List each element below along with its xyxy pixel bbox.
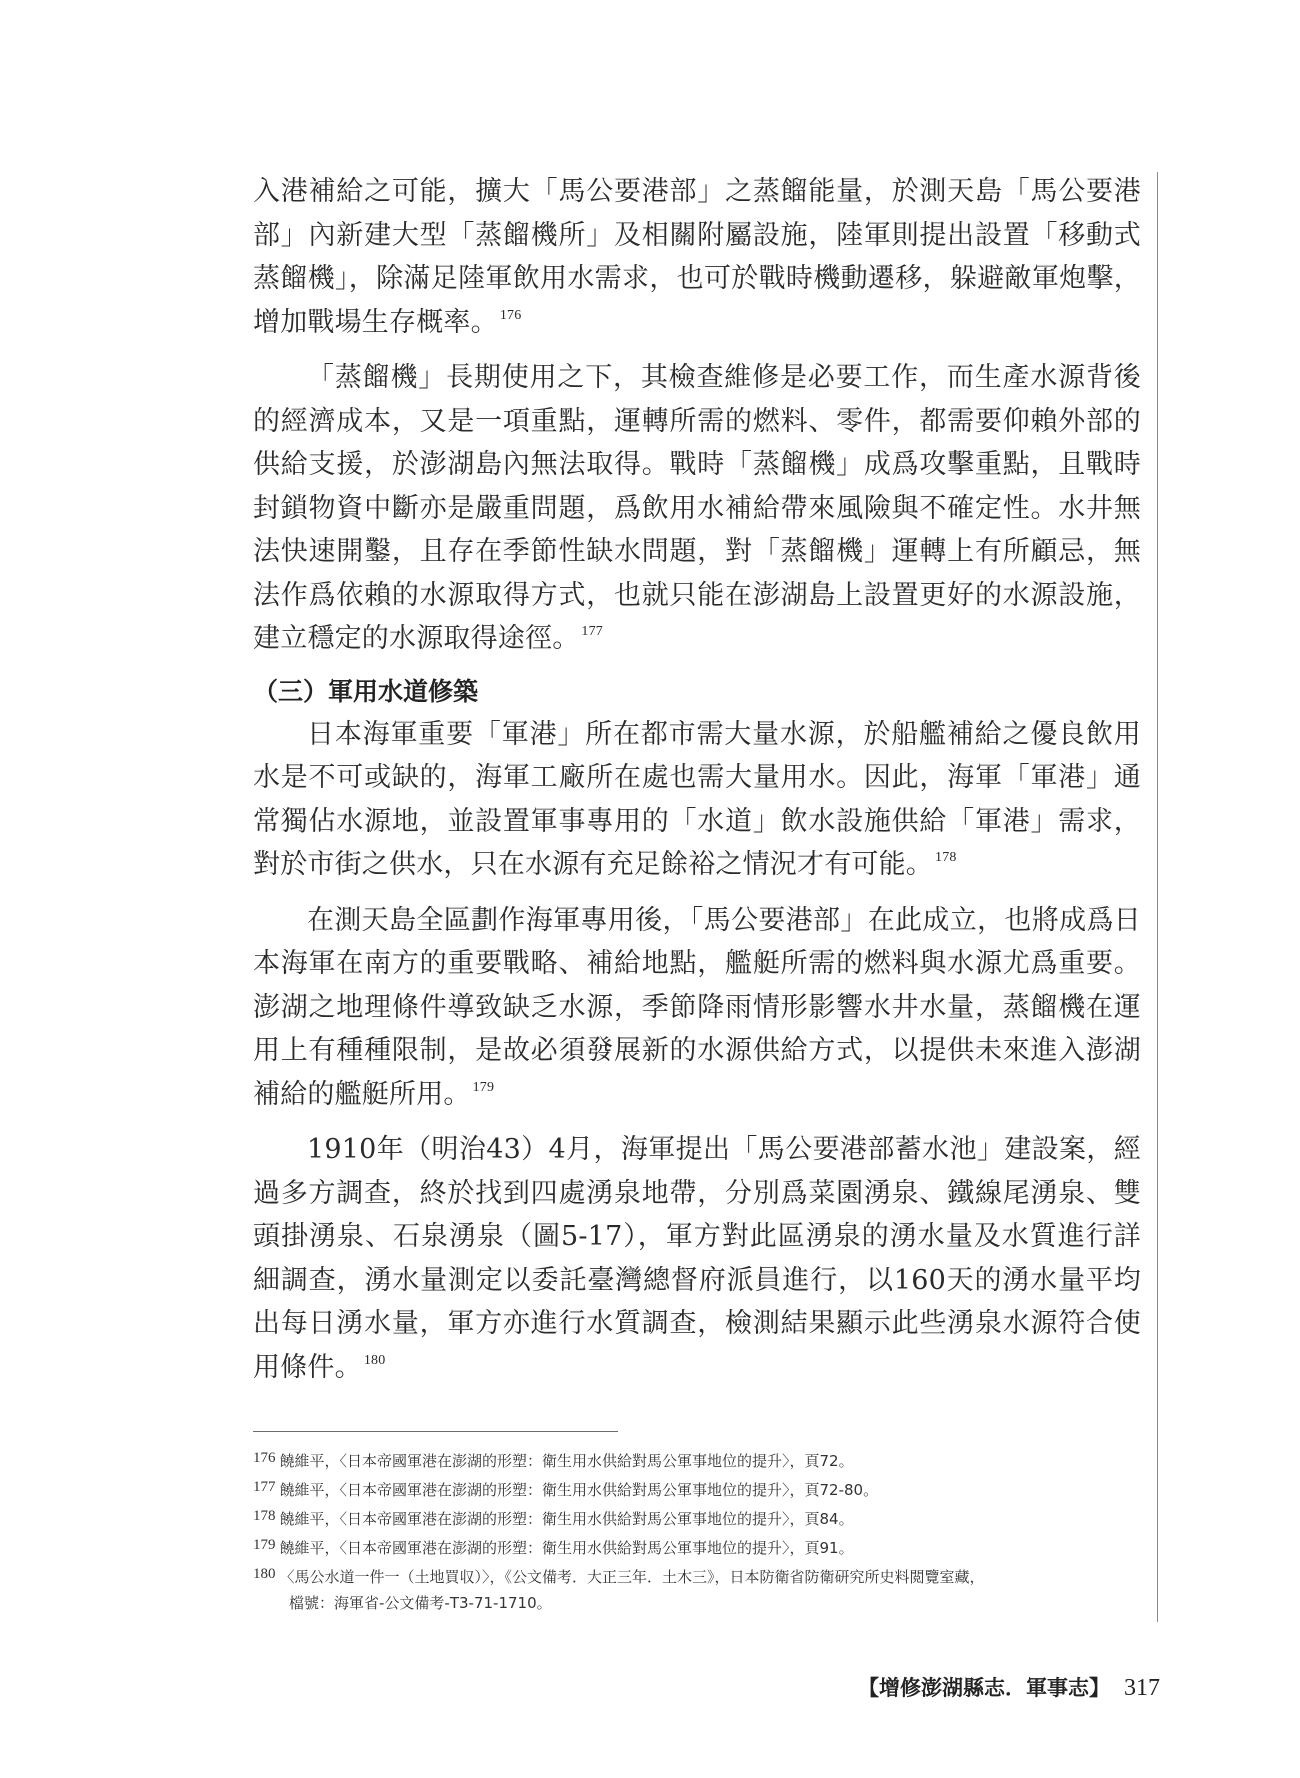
- page-number: 317: [1124, 1675, 1160, 1701]
- footnote-number: 179: [253, 1537, 276, 1553]
- paragraph-1: [253, 170, 1141, 344]
- footnote-ref-179[interactable]: 179: [472, 1079, 495, 1095]
- footnote-number: 178: [253, 1508, 276, 1524]
- paragraph-2: [253, 356, 1141, 661]
- paragraph-5-text: 1910年（明治43）4月，海軍提出「馬公要港部蓄水池」建設案，經過多方調查，終於找到四處湧泉地帶，分別爲菜園湧泉、鐵線尾湧泉、雙頭掛湧泉、石泉湧泉（圖5-17），軍方對此區湧泉的湧水量及水質進行詳細調查，湧水量測定以委託臺灣總督府派員進行，以160天的湧水量平均出每日湧水量，軍方亦進行水質調查，檢測結果顯示此些湧泉水源符合使用條件。: [253, 1134, 1141, 1383]
- margin-rule: [1157, 172, 1158, 1622]
- footnote-number: 176: [253, 1450, 276, 1466]
- paragraph-2-text: 「蒸餾機」長期使用之下，其檢查維修是必要工作，而生產水源背後的經濟成本，又是一項重點，運轉所需的燃料、零件，都需要仰賴外部的供給支援，於澎湖島內無法取得。戰時「蒸餾機」成爲攻擊重點，且戰時封鎖物資中斷亦是嚴重問題，爲飲用水補給帶來風險與不確定性。水井無法快速開鑿，且存在季節性缺水問題，對「蒸餾機」運轉上有所顧忌，無法作爲依賴的水源取得方式，也就只能在澎湖島上設置更好的水源設施，建立穩定的水源取得途徑。: [253, 362, 1141, 654]
- footnote-number: 180: [253, 1566, 276, 1582]
- footnote-text: 饒維平，〈日本帝國軍港在澎湖的形塑：衛生用水供給對馬公軍事地位的提升〉，頁91。: [279, 1539, 854, 1557]
- main-text: [253, 170, 1141, 1389]
- footnote-item: [253, 1445, 1133, 1474]
- book-title: 【增修澎湖縣志．軍事志】: [858, 1676, 1110, 1700]
- footnote-item: [253, 1532, 1133, 1561]
- paragraph-5: [253, 1128, 1141, 1389]
- section-heading: （三）軍用水道修築: [253, 676, 479, 706]
- footnote-continuation: 檔號：海軍省-公文備考-T3-71-1710。: [289, 1594, 552, 1612]
- paragraph-1-text: 入港補給之可能，擴大「馬公要港部」之蒸餾能量，於測天島「馬公要港部」內新建大型「蒸餾機所」及相關附屬設施，陸軍則提出設置「移動式蒸餾機」，除滿足陸軍飲用水需求，也可於戰時機動遷移，躲避敵軍炮擊，增加戰場生存概率。: [253, 176, 1141, 338]
- footnote-ref-176[interactable]: 176: [499, 307, 522, 323]
- paragraph-3-text: 日本海軍重要「軍港」所在都市需大量水源，於船艦補給之優良飲用水是不可或缺的，海軍工廠所在處也需大量用水。因此，海軍「軍港」通常獨佔水源地，並設置軍事專用的「水道」飲水設施供給「軍港」需求，對於市街之供水，只在水源有充足餘裕之情況才有可能。: [253, 718, 1141, 880]
- paragraph-4: [253, 899, 1141, 1117]
- footnote-ref-180[interactable]: 180: [363, 1352, 386, 1368]
- footnote-text: 〈馬公水道一件一（土地買収）〉，《公文備考．大正三年．土木三》，日本防衛省防衛研究所史料閲覽室藏，: [279, 1568, 985, 1586]
- footnote-item: [253, 1474, 1133, 1503]
- footnote-item: [253, 1503, 1133, 1532]
- footnote-text: 饒維平，〈日本帝國軍港在澎湖的形塑：衛生用水供給對馬公軍事地位的提升〉，頁84。: [279, 1510, 854, 1528]
- running-footer: [858, 1672, 1160, 1702]
- footnote-ref-178[interactable]: 178: [935, 850, 957, 865]
- paragraph-3: [253, 713, 1141, 887]
- footnote-ref-177[interactable]: 177: [581, 624, 604, 639]
- footnote-text: 饒維平，〈日本帝國軍港在澎湖的形塑：衛生用水供給對馬公軍事地位的提升〉，頁72。: [279, 1452, 854, 1470]
- footnote-text: 饒維平，〈日本帝國軍港在澎湖的形塑：衛生用水供給對馬公軍事地位的提升〉，頁72-80。: [279, 1481, 879, 1499]
- footnotes: [253, 1445, 1133, 1616]
- paragraph-4-text: 在測天島全區劃作海軍專用後，「馬公要港部」在此成立，也將成爲日本海軍在南方的重要戰略、補給地點，艦艇所需的燃料與水源尤爲重要。澎湖之地理條件導致缺乏水源，季節降雨情形影響水井水量，蒸餾機在運用上有種種限制，是故必須發展新的水源供給方式，以提供未來進入澎湖補給的艦艇所用。: [253, 904, 1141, 1110]
- footnote-number: 177: [253, 1479, 276, 1495]
- footnote-item: [253, 1561, 1133, 1590]
- footnote-divider: [253, 1431, 618, 1432]
